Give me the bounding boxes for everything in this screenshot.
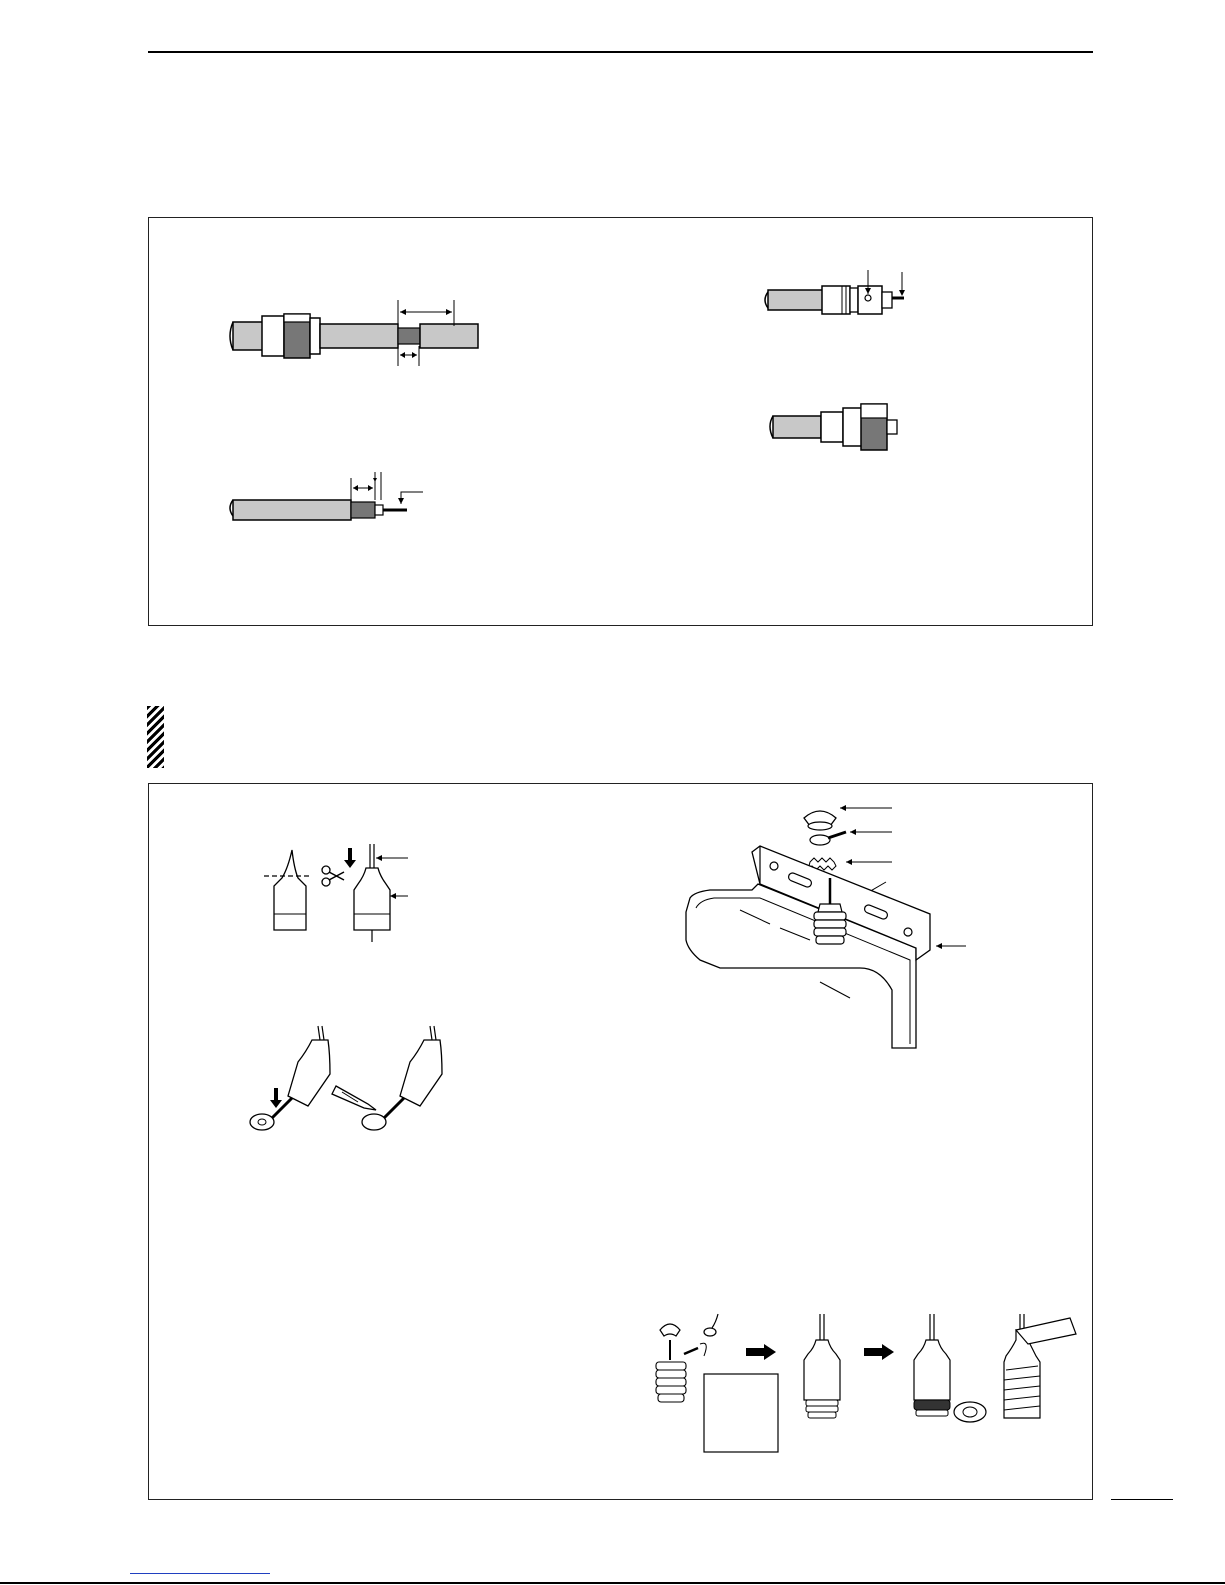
scissors-icon: [322, 866, 344, 886]
wing-nut-icon: [804, 811, 836, 830]
terminal-crimp-figure: [246, 1022, 466, 1152]
boot-cutting-figure: [262, 838, 442, 948]
caution-hatch-marker: [147, 706, 164, 768]
footer-rule: [0, 1582, 1225, 1584]
down-arrow-icon: [270, 1088, 282, 1108]
right-arrow-icon: [864, 1344, 894, 1360]
connector-assembly-panel: [148, 217, 1093, 626]
waterproofing-sequence-figure: [640, 1300, 1080, 1470]
antenna-mount-figure: [680, 800, 980, 1060]
cable-with-sleeve-figure: [225, 300, 495, 370]
header-rule: [148, 51, 1093, 53]
down-arrow-icon: [344, 848, 356, 868]
soldering-iron-icon: [332, 1086, 376, 1110]
stripped-cable-figure: [225, 470, 435, 530]
connector-solder-figure: [762, 270, 932, 330]
assembled-plug-figure: [765, 400, 935, 460]
right-arrow-icon: [746, 1344, 776, 1360]
page-number-rule: [1111, 1499, 1173, 1500]
footer-link-underline[interactable]: [130, 1573, 270, 1574]
